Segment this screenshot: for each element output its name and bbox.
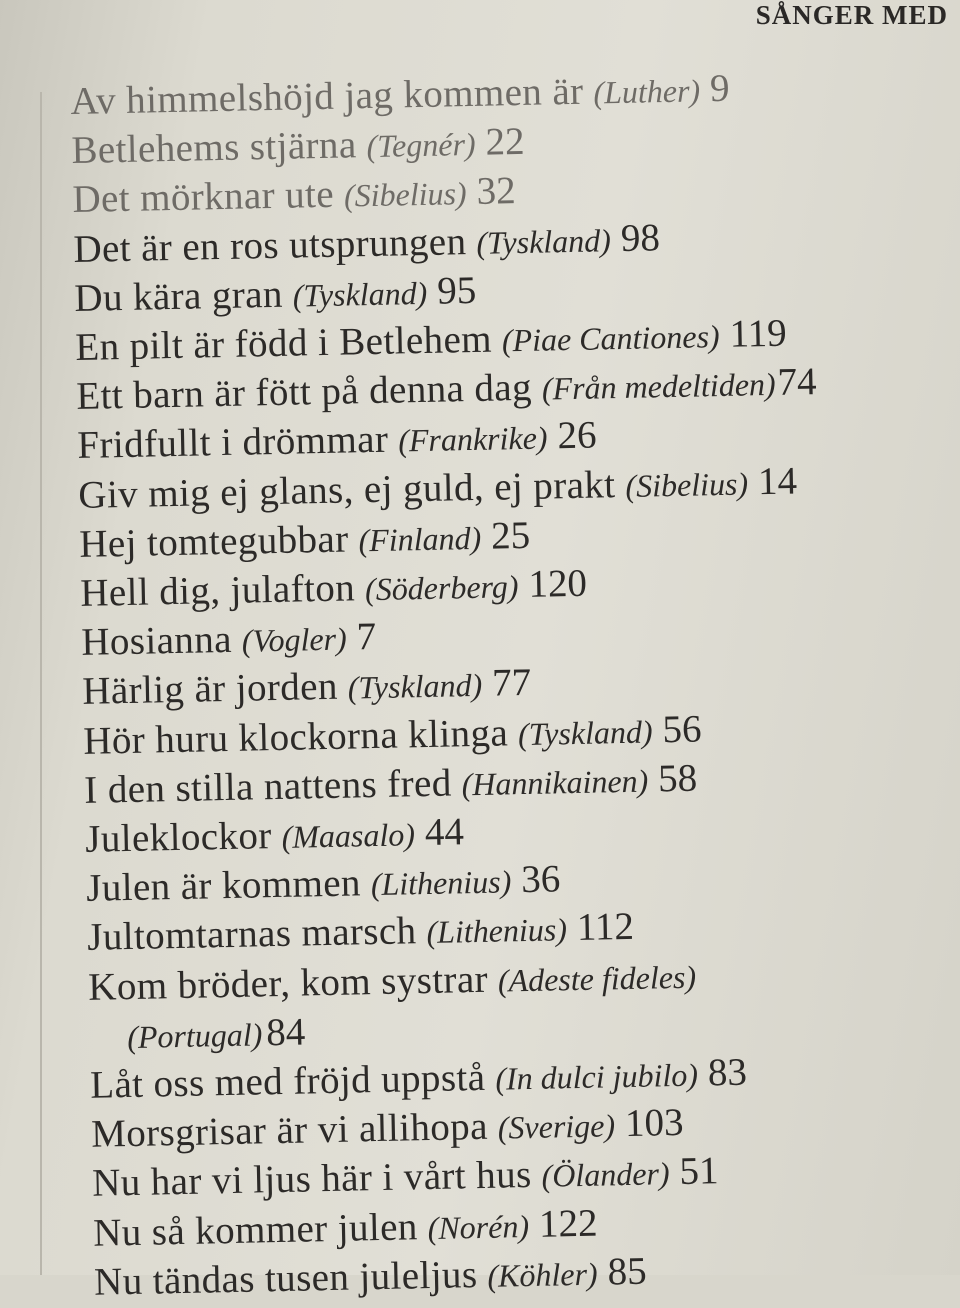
song-title: Det är en ros utsprungen [73, 219, 467, 271]
song-origin: (Portugal) [126, 1016, 263, 1055]
page-number: 112 [576, 905, 635, 950]
song-origin: (Maasalo) [281, 816, 416, 855]
page-number: 122 [538, 1201, 598, 1246]
page-number: 36 [520, 857, 561, 902]
page-number: 51 [679, 1149, 719, 1194]
page-number: 32 [476, 169, 517, 214]
song-origin: (Sibelius) [625, 465, 749, 504]
page-number: 83 [707, 1050, 748, 1095]
song-title: Hör huru klockorna klinga [82, 710, 509, 763]
page-number: 85 [607, 1249, 648, 1294]
song-origin: (Adeste fideles) [497, 958, 697, 999]
song-origin: (Sibelius) [343, 175, 467, 214]
page-number: 120 [528, 561, 588, 606]
song-origin: (Tyskland) [292, 274, 428, 314]
page-number: 44 [424, 810, 465, 855]
page-number: 84 [265, 1010, 306, 1055]
song-title: Nu har vi ljus här i vårt hus [91, 1153, 532, 1206]
song-title: Låt oss med fröjd uppstå [89, 1055, 486, 1107]
song-origin: (Vogler) [241, 620, 348, 659]
page-number: 22 [485, 120, 525, 164]
song-origin: (Luther) [593, 72, 701, 111]
song-origin: (Norén) [427, 1207, 530, 1246]
song-title: Hej tomtegubbar [78, 517, 349, 566]
song-origin: (Piae Cantiones) [501, 318, 720, 359]
page-number: 14 [757, 459, 798, 503]
page-number: 56 [662, 707, 702, 751]
song-title: Nu så kommer julen [92, 1204, 419, 1255]
song-title: Du kära gran [73, 272, 284, 320]
song-title: En pilt är född i Betlehem [74, 317, 493, 369]
song-title: Av himmelshöjd jag kommen är [70, 69, 584, 123]
song-origin: (Ölander) [541, 1155, 670, 1195]
page-gutter-line [40, 92, 42, 1275]
page-number: 58 [657, 756, 698, 801]
song-title: Juleklockor [84, 814, 273, 861]
song-title: Giv mig ej glans, ej guld, ej prakt [77, 462, 616, 517]
page-number [706, 953, 707, 996]
page-number: 103 [624, 1101, 684, 1146]
song-origin: (Tyskland) [517, 713, 653, 752]
page-number: 119 [729, 311, 788, 356]
page-number: 9 [709, 66, 730, 111]
song-origin: (Lithenius) [370, 863, 512, 903]
song-title: I den stilla nattens fred [83, 761, 453, 812]
song-origin: (Lithenius) [426, 911, 568, 951]
song-origin: (Tegnér) [366, 126, 476, 165]
page-number: 95 [436, 268, 477, 313]
song-origin: (Finland) [358, 519, 482, 559]
song-title: Kom bröder, kom systrar [87, 957, 489, 1009]
page-number: 98 [620, 215, 661, 260]
song-title: Julen är kommen [85, 861, 362, 911]
page-number: 25 [490, 513, 531, 558]
song-origin: (Söderberg) [364, 568, 519, 608]
page-number: 26 [557, 413, 597, 458]
page-number: 7 [356, 615, 377, 659]
song-origin: (Tyskland) [347, 667, 483, 706]
song-origin: (Köhler) [487, 1255, 598, 1294]
song-title: Morsgrisar är vi allihopa [90, 1105, 489, 1157]
song-origin: (Frankrike) [397, 419, 548, 459]
running-head: SÅNGER MED [755, 0, 948, 30]
page-number: 74 [777, 360, 817, 405]
song-origin: (Från medeltiden) [541, 366, 776, 407]
song-title: Det mörknar ute [72, 173, 335, 222]
song-title: Betlehems stjärna [71, 123, 357, 173]
song-index-list [70, 60, 960, 1307]
song-title: Nu tändas tusen juleljus [93, 1252, 478, 1304]
song-title: Hosianna [80, 618, 233, 665]
song-title: Ett barn är fött på denna dag [75, 366, 533, 419]
song-origin: (Hannikainen) [461, 762, 649, 803]
song-title: Jultomtarnas marsch [86, 909, 417, 960]
song-origin: (In dulci jubilo) [495, 1056, 699, 1097]
song-title: Fridfullt i drömmar [76, 418, 389, 468]
song-origin: (Sverige) [497, 1107, 616, 1146]
song-origin: (Tyskland) [476, 221, 612, 261]
song-title: Hell dig, julafton [79, 566, 356, 615]
page-number: 77 [491, 661, 532, 706]
song-title: Härlig är jorden [81, 665, 339, 714]
